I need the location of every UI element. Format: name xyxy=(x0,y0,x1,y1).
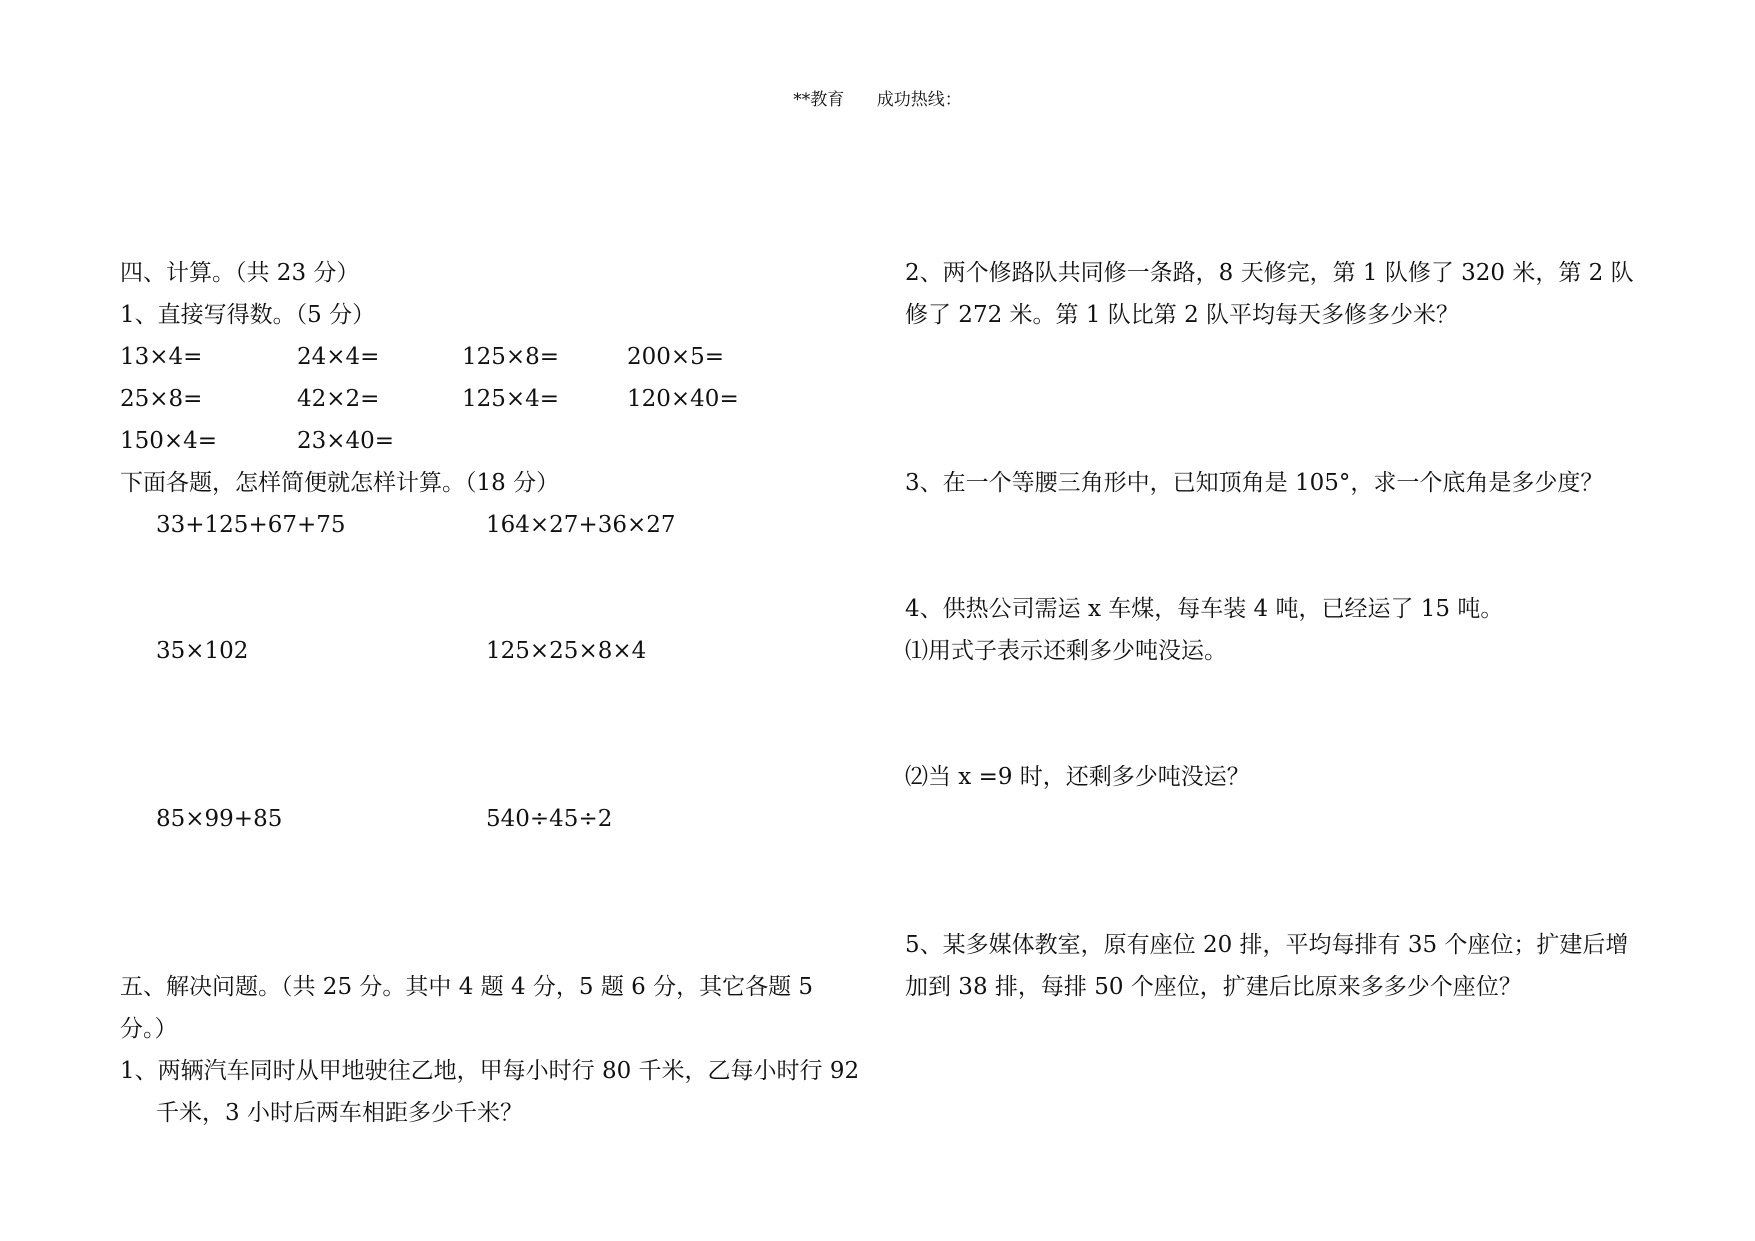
oral-calc-item: 125×4= xyxy=(462,386,560,412)
oral-calc-item: 150×4= xyxy=(120,428,218,454)
simplify-calc-title: 下面各题，怎样简便就怎样计算。（18 分） xyxy=(120,470,560,496)
simplify-calc-row xyxy=(120,504,865,546)
oral-calc-row xyxy=(120,378,865,420)
section-four-title: 四、计算。（共 23 分） xyxy=(120,260,360,286)
question-4: 4、供热公司需运 x 车煤，每车装 4 吨，已经运了 15 吨。 xyxy=(905,596,1504,622)
simplify-expression: 540÷45÷2 xyxy=(486,806,613,832)
simplify-expression: 164×27+36×27 xyxy=(486,512,676,538)
work-space xyxy=(120,546,865,630)
simplify-expression: 33+125+67+75 xyxy=(156,512,346,538)
oral-calc-item: 42×2= xyxy=(297,386,380,412)
oral-calc-row xyxy=(120,420,865,462)
simplify-calc-row xyxy=(120,798,865,840)
question-3: 3、在一个等腰三角形中，已知顶角是 105°，求一个底角是多少度？ xyxy=(905,470,1604,496)
right-column xyxy=(905,252,1650,1008)
question-2: 2、两个修路队共同修一条路，8 天修完，第 1 队修了 320 米，第 2 队修了 272 米。第 1 队比第 2 队平均每天多修多少米？ xyxy=(905,260,1634,328)
oral-calc-item: 24×4= xyxy=(297,344,380,370)
simplify-calc-row xyxy=(120,630,865,672)
oral-calc-item: 25×8= xyxy=(120,386,203,412)
question-5: 5、某多媒体教室，原有座位 20 排，平均每排有 35 个座位；扩建后增加到 38 排，每排 50 个座位，扩建后比原来多多少个座位？ xyxy=(905,932,1629,1000)
oral-calc-row xyxy=(120,336,865,378)
oral-calc-item: 13×4= xyxy=(120,344,203,370)
answer-space xyxy=(905,504,1650,588)
simplify-expression: 125×25×8×4 xyxy=(486,638,647,664)
question-4-part-1: ⑴用式子表示还剩多少吨没运。 xyxy=(905,638,1227,664)
page-header: **教育 成功热线： xyxy=(793,90,962,110)
answer-space xyxy=(905,798,1650,924)
left-column xyxy=(120,252,865,1134)
oral-calc-item: 200×5= xyxy=(627,344,725,370)
work-space xyxy=(120,840,865,966)
oral-calc-item: 125×8= xyxy=(462,344,560,370)
oral-calc-item: 23×40= xyxy=(297,428,395,454)
simplify-expression: 85×99+85 xyxy=(156,806,283,832)
work-space xyxy=(120,672,865,798)
oral-calc-title: 1、直接写得数。（5 分） xyxy=(120,302,376,328)
question-4-part-2: ⑵当 x =9 时，还剩多少吨没运？ xyxy=(905,764,1250,790)
oral-calc-item: 120×40= xyxy=(627,386,739,412)
answer-space xyxy=(905,336,1650,462)
answer-space xyxy=(905,672,1650,756)
question-1: 1、两辆汽车同时从甲地驶往乙地，甲每小时行 80 千米，乙每小时行 92 千米，3 小时后两车相距多少千米？ xyxy=(120,1058,860,1126)
simplify-expression: 35×102 xyxy=(156,638,249,664)
section-five-title: 五、解决问题。（共 25 分。其中 4 题 4 分，5 题 6 分，其它各题 5 分。） xyxy=(120,974,814,1042)
